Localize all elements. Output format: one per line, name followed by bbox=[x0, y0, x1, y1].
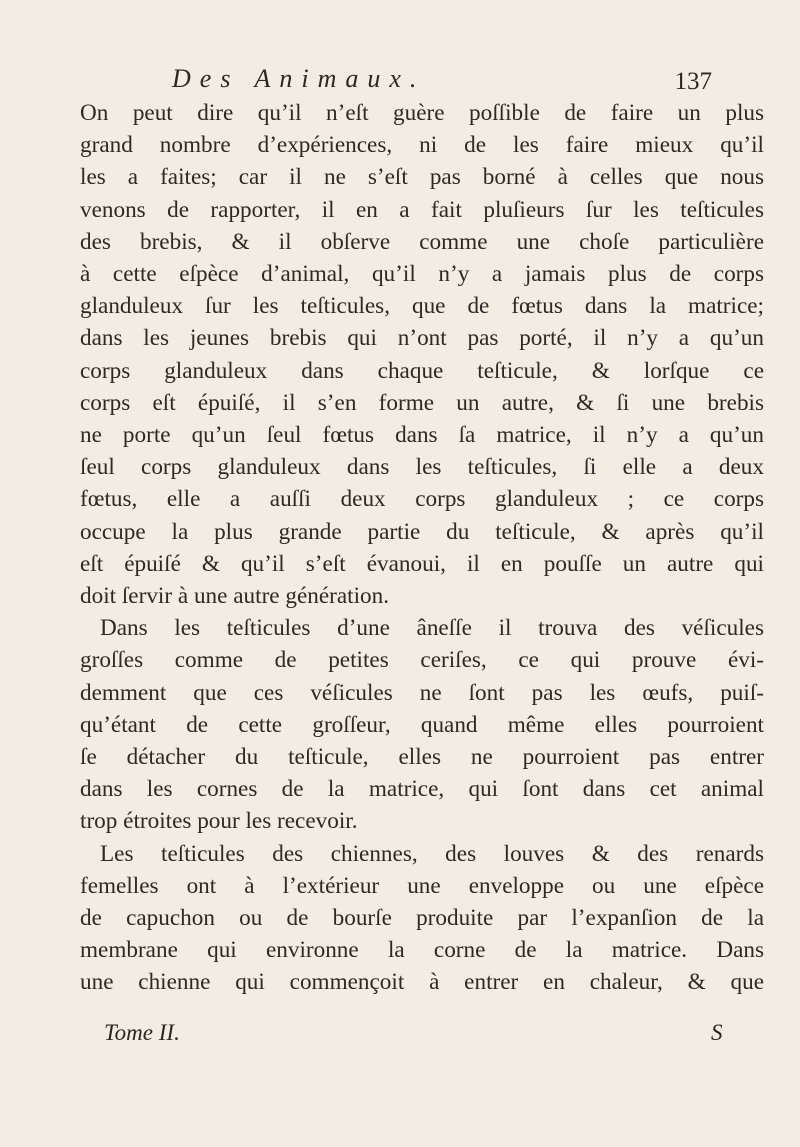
text-line: Dans les teſticules d’une âneſſe il trouva des véſicules bbox=[100, 615, 764, 642]
text-line: dans les cornes de la matrice, qui ſont dans cet animal bbox=[80, 776, 764, 803]
text-line: occupe la plus grande partie du teſticule, & après qu’il bbox=[80, 518, 764, 545]
text-line: Les teſticules des chiennes, des louves & des renards bbox=[100, 840, 764, 867]
body-text bbox=[80, 97, 764, 999]
text-line: ſe détacher du teſticule, elles ne pourroient pas entrer bbox=[80, 744, 764, 771]
text-line: des brebis, & il obſerve comme une choſe particulière bbox=[80, 228, 764, 255]
text-line: membrane qui environne la corne de la matrice. Dans bbox=[80, 937, 764, 964]
text-line: fœtus, elle a auſſi deux corps glanduleux ; ce corps bbox=[80, 486, 764, 513]
text-line: On peut dire qu’il n’eſt guère poſſible de faire un plus bbox=[80, 100, 764, 126]
text-line: une chienne qui commençoit à entrer en chaleur, & que bbox=[80, 969, 764, 996]
page-number: 137 bbox=[674, 68, 712, 95]
text-line: eſt épuiſé & qu’il s’eſt évanoui, il en pouſſe un autre qui bbox=[80, 550, 764, 577]
text-line: venons de rapporter, il en a fait pluſieurs ſur les teſticules bbox=[80, 196, 764, 223]
text-line: doit ſervir à une autre génération. bbox=[80, 583, 390, 610]
text-line: demment que ces véſicules ne ſont pas les œufs, puiſ- bbox=[80, 679, 764, 706]
text-line: les a faites; car il ne s’eſt pas borné à celles que nous bbox=[80, 164, 764, 191]
signature-mark: S bbox=[711, 1020, 723, 1045]
text-line: femelles ont à l’extérieur une enveloppe ou une eſpèce bbox=[80, 872, 764, 899]
text-line: de capuchon ou de bourſe produite par l’expanſion de la bbox=[80, 905, 764, 932]
page-header bbox=[160, 60, 720, 100]
text-line: trop étroites pour les recevoir. bbox=[80, 808, 358, 835]
text-line: grand nombre d’expériences, ni de les faire mieux qu’il bbox=[80, 132, 764, 159]
text-line: ſeul corps glanduleux dans les teſticules, ſi elle a deux bbox=[80, 454, 764, 481]
text-line: groſſes comme de petites ceriſes, ce qui prouve évi- bbox=[80, 647, 764, 674]
volume-mark: Tome II. bbox=[104, 1020, 180, 1045]
text-line: qu’étant de cette groſſeur, quand même elles pourroient bbox=[80, 711, 764, 738]
text-line: ne porte qu’un ſeul fœtus dans ſa matrice, il n’y a qu’un bbox=[80, 422, 764, 449]
text-line: corps glanduleux dans chaque teſticule, & lorſque ce bbox=[80, 357, 764, 384]
running-title: Des Animaux. bbox=[172, 64, 426, 93]
text-line: corps eſt épuiſé, il s’en forme un autre, & ſi une brebis bbox=[80, 389, 764, 416]
text-line: à cette eſpèce d’animal, qu’il n’y a jamais plus de corps bbox=[80, 261, 764, 288]
text-line: dans les jeunes brebis qui n’ont pas porté, il n’y a qu’un bbox=[80, 325, 764, 352]
text-line: glanduleux ſur les teſticules, que de fœtus dans la matrice; bbox=[80, 293, 764, 320]
page-footer bbox=[80, 1020, 780, 1056]
